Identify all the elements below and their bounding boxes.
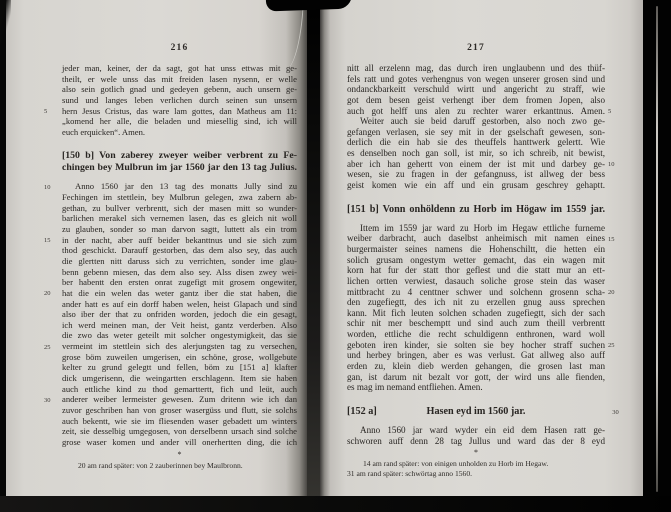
heading-text: Hasen eyd im 1560 jar. xyxy=(426,405,526,417)
text-line: jeder man, keiner, der da sagt, got hat unss ettwas mit ge- xyxy=(62,63,297,73)
margin-line-number: 5 xyxy=(608,108,612,116)
text-line: derlich die ein hab sie des theuffels hanttwerk gelertt. Wie xyxy=(347,137,605,148)
footnotes xyxy=(347,459,605,478)
text-line: hern Jesus Cristus, das ware lam gottes, dan Matheus am 11: 5 xyxy=(62,106,297,117)
margin-line-number: 20 xyxy=(44,290,51,298)
text-line: kelter zu grund gelegtt und fellen, böm zu [151 a] klafter xyxy=(62,362,297,373)
text-line: solich grusam ongestym wetter gemacht, das ein wagen mit xyxy=(347,254,605,265)
text-line: zu glauben, sonder so man darvon sagtt, luttett als ein trom xyxy=(62,224,297,235)
text-line: nitt all erzelenn mag, das durch iren unglaubenn und des thüf- xyxy=(347,63,605,73)
text-line: auch got helff uns alen zu rechter warer erkanttnus. Amen. 5 xyxy=(347,106,605,117)
text-line: theilt, er wele unss das mit freiden lasen nysenn, er welle xyxy=(62,73,297,84)
text-line: benn gebenn miesen, das dem also sey. Alss disen zwey wei- xyxy=(62,266,297,277)
text-line: es mag im nemand entfliehen. Amen. xyxy=(347,382,483,393)
text-line: schir nit mer beschemptt und sind auch zum theill verbrentt xyxy=(347,318,605,329)
page-left xyxy=(6,0,307,496)
margin-line-number: 5 xyxy=(44,108,48,116)
text-line: ich werd meinen man, der Veit heist, gantz verderben. Also xyxy=(62,319,297,330)
text-line: gan, ist darum nit bezalt vor gott, der wird uns alle fienden, xyxy=(347,371,605,382)
text-line: Fechingen im stettlein, bey Mulbrun gelegen, zwa zabern ab- xyxy=(62,192,297,203)
text-lines xyxy=(44,63,297,470)
text-line: also iber der that zu onfriden worden, jedoch die ein gesagt, xyxy=(62,309,297,320)
text-line: lichen ortten verwiest, dasauch soliche grose stein das waser xyxy=(347,275,605,286)
scan-edge-corner xyxy=(0,0,11,44)
text-line: Anno 1560 jar ward wyder ein eid dem Hasen ratt ge- xyxy=(360,424,605,435)
text-line: euch erquicken“. Amen. xyxy=(62,126,146,137)
text-line: mittbracht zu 4 centtner schwer und solchenn grosenn scha- 20 xyxy=(347,287,605,298)
page-fold-crease xyxy=(285,4,303,71)
text-line: korn hat fur der statt thor geflest und die statt mur an ett- xyxy=(347,265,605,276)
heading-line: chingen bey Mulbrun im jar 1560 jar den 13 tag Julius. xyxy=(62,162,297,174)
text-line: thod geschickt. Darauff gestorben, das dem also sey, das auch xyxy=(62,245,297,256)
text-line: aber ich han gehertt von einem der ist mit und darbey ge- 10 xyxy=(347,159,605,170)
text-line: sund und langes leben verlichen durch seinen sun unsern xyxy=(62,94,297,105)
text-line: zuvor geschriben han von groser wasergüss und flutt, sie solchs xyxy=(62,404,297,415)
footnote-separator-star: * xyxy=(474,448,478,458)
text-line: geboten iren kinder, sie solten sie bey hocher straff suchen 25 xyxy=(347,340,605,351)
heading-line xyxy=(347,405,619,418)
page-right xyxy=(320,0,643,496)
text-line: worden, ettliche die recht schuldigenn enthronen, ward woll xyxy=(347,329,605,340)
text-line: grose böm zuweilen umgerisen, ein schöne, grose, wollgebute xyxy=(62,351,297,362)
text-line: und herbey bringen, aber es was verlust. Gat allweg also auff xyxy=(347,350,605,361)
margin-line-number: 10 xyxy=(44,183,51,191)
text-line: Anno 1560 jar den 13 tag des monatts Jully sind zu 10 xyxy=(62,181,297,192)
text-line: auch ettliche kind zu thod gemarttertt, fich und leüt, auch xyxy=(62,383,297,394)
text-line: dick umgerisenn, die weingartten erschlagenn. Item sie haben xyxy=(62,373,297,384)
margin-line-number: 10 xyxy=(608,161,615,169)
page-number: 216 xyxy=(170,43,189,53)
text-line: weiber darbracht, auch daselbst anheimisch mit namen eines 15 xyxy=(347,233,605,244)
scan-edge-bottom xyxy=(0,496,671,512)
text-line: grose waser komen und ander vill onerhertten ding, die ich xyxy=(62,436,297,447)
margin-line-number: 30 xyxy=(44,396,51,404)
margin-line-number: 15 xyxy=(608,235,615,243)
text-line: Ittem im 1559 jar ward zu Horb im Hegaw ettliche furneme xyxy=(360,222,605,233)
margin-line-number: 25 xyxy=(608,342,615,350)
text-line: also sein gotlich gnad und gedeyen gebenn, auch unsern ge- xyxy=(62,84,297,95)
text-line: „komend her alle, die beladen und miesellig sind, ich will xyxy=(62,116,297,127)
text-line: ander hatt es auf ein dorff haben welen, heist Glapach und sind xyxy=(62,298,297,309)
text-line: es denselben noch gan soll, ist mir, so ich schreib, nit bewist, xyxy=(347,148,605,159)
text-line: die glertten nitt daruss sich zu verrichten, sonder ime glau- xyxy=(62,255,297,266)
text-lines xyxy=(347,63,619,478)
text-line: kann. Mit fich leuten solchen schaden zugefiegtt, sich der sach xyxy=(347,307,605,318)
margin-line-number: 15 xyxy=(44,237,51,245)
footnote-separator-star: * xyxy=(177,449,182,459)
margin-line-number: 20 xyxy=(608,289,615,297)
footnote: 14 am rand später: von einigen unholden zu Horb im Hegaw. xyxy=(363,459,549,469)
text-line: den zugefiegtt, des ich nit zu erzellen gnug auss sprechen xyxy=(347,297,605,308)
text-line: barlichen merakel sich vernemen lasen, das es gleich nit woll xyxy=(62,213,297,224)
text-line: schworen auff denn 28 tag Jullus und ward das der 8 eyd xyxy=(347,435,605,446)
page-number: 217 xyxy=(467,43,485,53)
text-line: gefangen verlasen, sie sey mit in der gselschaft gewesen, son- xyxy=(347,126,605,137)
text-line: Weiter auch sie beid daruff gestorben, also noch zwo ge- xyxy=(360,116,605,127)
text-line: geist komen wie ein aff und ein grusam geschrey gehaptt. xyxy=(347,180,605,191)
text-line: erden zu, klein dieb werden gehangen, die grosen last man xyxy=(347,361,605,372)
folio-reference: [152 a] xyxy=(347,405,377,417)
text-line: vermeint im stettlein sich des alerjungsten tag zu versechen, 25 xyxy=(62,341,297,352)
heading-line: [151 b] Vonn onhöldenn zu Horb im Högaw im 1559 jar. xyxy=(347,203,605,215)
page-edge-highlight xyxy=(656,6,658,492)
text-line: got dem besen geist verhengt iber dem fromen Jopen, also xyxy=(347,94,605,105)
footnote: 20 am rand später: von 2 zauberinnen bey Maulbronn. xyxy=(78,460,243,470)
text-line: auch bekentt, wie sie im fliesenden waser gebadett um winters xyxy=(62,415,297,426)
text-line: zeit, sie desselbig umgegosen, von derselbenn ursach sind solche xyxy=(62,426,297,437)
text-line: hat die ein welen das weter gantz iber die stat haben, die 20 xyxy=(62,288,297,299)
footnotes xyxy=(62,461,297,470)
margin-line-number: 30 xyxy=(612,409,619,417)
text-line: burgermaister seines namens die Hohenschiltt, die hetten ein xyxy=(347,243,605,254)
margin-line-number: 25 xyxy=(44,343,51,351)
text-line: anderer weiber lermeister gewesen. Zum dritenn wie ich dan 30 xyxy=(62,394,297,405)
footnote: 31 am rand später: schwörtag anno 1560. xyxy=(347,468,473,478)
text-line: in der nacht, aber auff beider bekanttnus und sie sich zum 15 xyxy=(62,235,297,246)
text-line: wesen, sie zu fragen in der gefangnuss, ist allweg der bess xyxy=(347,169,605,180)
text-line: fels ratt und gotes verhengnus von wegen unserer grosen sind und xyxy=(347,73,605,84)
heading-line: [150 b] Von zaberey zweyer weiber verbrent zu Fe- xyxy=(62,150,297,162)
text-line: ber habentt den ersten onrat zugefigt mit grosem ongewiter, xyxy=(62,277,297,288)
text-line: die zwo das weter geteilt mit solcher ongestymigkeit, das sie xyxy=(62,330,297,341)
text-line: ondanckbarkeitt verschuld wirtt und angericht zu straff, wie xyxy=(347,84,605,95)
text-line: gethan, zu bullver verbrentt, sich der masen mitt so wunder- xyxy=(62,202,297,213)
